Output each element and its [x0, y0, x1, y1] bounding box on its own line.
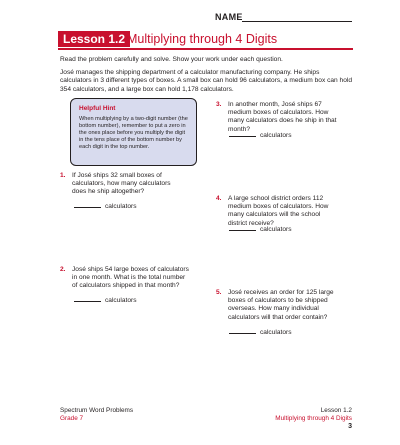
question-5 [216, 289, 346, 323]
question-text: A large school district orders 112 medium boxes of calculators. How many calculators will the school district receive? [228, 195, 329, 227]
footer-left [60, 407, 133, 423]
question-3 [216, 101, 346, 133]
lesson-badge: Lesson 1.2 [58, 31, 130, 47]
answer-unit: calculators [105, 203, 137, 210]
intro-paragraph: José manages the shipping department of a calculator manufacturing company. He ships calculators in 3 different types of boxes. A small box can hold 96 calculators, a medium box can hold 354 calculators, and a large box can hold 1,178 calculators. [60, 69, 352, 93]
question-text: José ships 54 large boxes of calculators in one month. What is the total number of calculators shipped in that month? [72, 266, 189, 290]
footer-book-title: Spectrum Word Problems [60, 407, 134, 414]
name-line [242, 21, 352, 22]
answer-unit: calculators [260, 226, 292, 233]
question-number: 1. [60, 172, 66, 179]
question-text: If José ships 32 small boxes of calculators, how many calculators does he ship altogether? [72, 172, 171, 196]
answer-blank[interactable] [229, 136, 256, 137]
question-number: 5. [216, 289, 222, 296]
footer-grade: Grade 7 [60, 415, 84, 422]
footer-right [275, 407, 352, 431]
helpful-hint-box [70, 98, 197, 166]
footer-lesson: Lesson 1.2 [320, 407, 352, 414]
instructions: Read the problem carefully and solve. Show your work under each question. [60, 56, 283, 63]
answer-unit: calculators [260, 329, 292, 336]
answer-1 [74, 203, 137, 211]
lesson-title: Multiplying through 4 Digits [127, 32, 278, 46]
answer-2 [74, 297, 137, 305]
answer-unit: calculators [105, 297, 137, 304]
question-4 [216, 195, 346, 227]
answer-blank[interactable] [229, 333, 256, 334]
answer-blank[interactable] [74, 207, 101, 208]
question-number: 2. [60, 266, 66, 273]
name-label: NAME [215, 12, 243, 22]
question-number: 4. [216, 195, 222, 202]
question-text: José receives an order for 125 large boxes of calculators to be shipped overseas. How many individual calculators will that order contain? [228, 289, 334, 321]
question-number: 3. [216, 101, 222, 108]
answer-blank[interactable] [229, 230, 256, 231]
answer-unit: calculators [260, 132, 292, 139]
footer-lesson-title: Multiplying through 4 Digits [275, 415, 352, 422]
answer-blank[interactable] [74, 301, 101, 302]
page-number: 3 [348, 423, 352, 430]
question-2 [60, 266, 189, 292]
hint-body: When multiplying by a two-digit number (the bottom number), remember to put a zero in the ones place before you multiply the digit in the tens place of the bottom number by each digit in the top number. [79, 116, 188, 150]
question-1 [60, 172, 185, 198]
answer-5 [229, 329, 292, 337]
hint-title: Helpful Hint [79, 105, 116, 112]
answer-3 [229, 132, 292, 140]
answer-4 [229, 226, 292, 234]
question-text: In another month, José ships 67 medium boxes of calculators. How many calculators does he ship in that month? [228, 101, 337, 133]
